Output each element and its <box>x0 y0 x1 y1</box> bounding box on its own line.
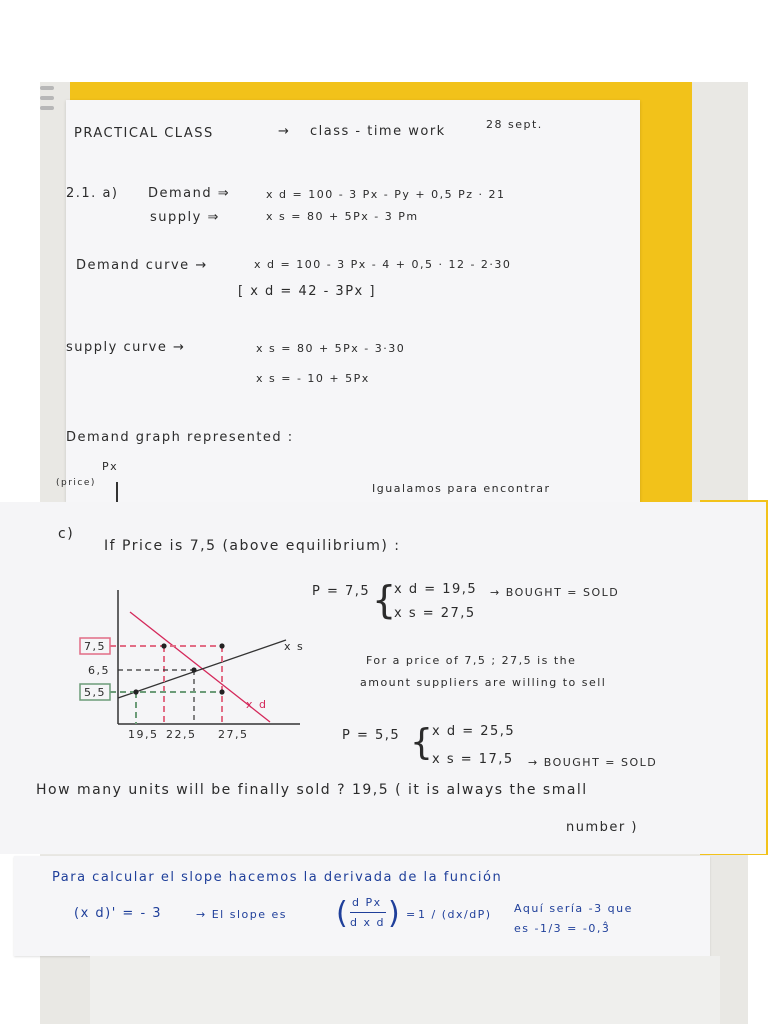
xd-25-5: x d = 25,5 <box>432 724 516 739</box>
point-supply-7-5 <box>219 643 224 648</box>
explain-line-1: For a price of 7,5 ; 27,5 is the <box>366 654 577 667</box>
demand-curve-result: [ x d = 42 - 3Px ] <box>238 284 376 299</box>
question-line: How many units will be finally sold ? 19,5 ( it is always the small <box>36 782 588 798</box>
brace-2: { <box>410 722 433 763</box>
graph-supply-label: x s <box>284 640 305 653</box>
igualamos-text: Igualamos para encontrar <box>372 482 551 495</box>
notebook-page-bottom <box>14 856 710 956</box>
class-time-work: class - time work <box>310 124 446 139</box>
brace-1: { <box>372 578 397 622</box>
point-demand-5-5 <box>219 689 224 694</box>
question-continued: number ) <box>566 820 638 835</box>
graph-y-label-6-5: 6,5 <box>88 664 110 677</box>
y-axis-stub <box>116 482 118 502</box>
derivative-xd: (x d)' = - 3 <box>74 906 163 921</box>
xs-17-5: x s = 17,5 <box>432 752 514 767</box>
close-paren: ) <box>388 896 400 931</box>
xd-19-5: x d = 19,5 <box>394 582 478 597</box>
demand-curve-equation: x d = 100 - 3 Px - 4 + 0,5 · 12 - 2·30 <box>254 258 512 271</box>
graph-title: Demand graph represented : <box>66 430 294 445</box>
demand-equation: x d = 100 - 3 Px - Py + 0,5 Pz · 21 <box>266 188 506 201</box>
supply-curve-label: supply curve → <box>66 340 186 355</box>
fraction-bottom: d x d <box>350 916 385 929</box>
price-75-label: P = 7,5 <box>312 584 371 599</box>
bought-sold-2: → BOUGHT = SOLD <box>528 756 658 769</box>
point-equilibrium <box>191 667 196 672</box>
graph-x-label-22-5: 22,5 <box>166 728 197 741</box>
slope-explanation-line-1: Para calcular el slope hacemos la derivada de la función <box>52 870 503 885</box>
fraction-top: d Px <box>352 896 382 909</box>
graph-x-label-27-5: 27,5 <box>218 728 249 741</box>
px-label: Px <box>102 460 119 473</box>
supply-demand-graph <box>70 582 340 762</box>
slope-is-text: → El slope es <box>196 908 287 921</box>
demand-label: Demand ⇒ <box>148 186 231 201</box>
price-label: (price) <box>56 478 96 488</box>
graph-y-label-7-5: 7,5 <box>84 640 106 653</box>
supply-line <box>118 640 286 698</box>
practical-class-title: PRACTICAL CLASS <box>74 126 214 141</box>
part-c-label: c) <box>58 526 75 542</box>
point-supply-5-5 <box>133 689 138 694</box>
header-date: 28 sept. <box>486 118 543 131</box>
graph-y-label-5-5: 5,5 <box>84 686 106 699</box>
inverse-derivative: 1 / (dx/dP) <box>418 908 492 921</box>
demand-curve-label: Demand curve → <box>76 258 208 273</box>
graph-demand-label: x d <box>246 698 268 711</box>
explain-line-2: amount suppliers are willing to sell <box>360 676 607 689</box>
exercise-label: 2.1. a) <box>66 186 119 201</box>
point-demand-7-5 <box>161 643 166 648</box>
fraction-bar <box>350 912 386 913</box>
supply-curve-result: x s = - 10 + 5Px <box>256 372 370 385</box>
supply-equation: x s = 80 + 5Px - 3 Pm <box>266 210 419 223</box>
equals-sign: = <box>406 908 417 921</box>
notebook-page-top <box>56 100 640 502</box>
part-c-intro: If Price is 7,5 (above equilibrium) : <box>104 538 401 554</box>
bought-sold-1: → BOUGHT = SOLD <box>490 586 620 599</box>
slope-result: es -1/3 = -0,3̂ <box>514 922 611 935</box>
header-arrow: → <box>278 124 291 139</box>
xs-27-5: x s = 27,5 <box>394 606 476 621</box>
graph-x-label-19-5: 19,5 <box>128 728 159 741</box>
supply-curve-equation: x s = 80 + 5Px - 3·30 <box>256 342 406 355</box>
binder-rings <box>40 82 54 122</box>
aqui-seria: Aquí sería -3 que <box>514 902 633 915</box>
open-paren: ( <box>336 896 348 931</box>
notebook-page-middle <box>0 502 766 854</box>
page-edge <box>90 956 720 1024</box>
price-55-label: P = 5,5 <box>342 728 401 743</box>
supply-label: supply ⇒ <box>150 210 220 225</box>
